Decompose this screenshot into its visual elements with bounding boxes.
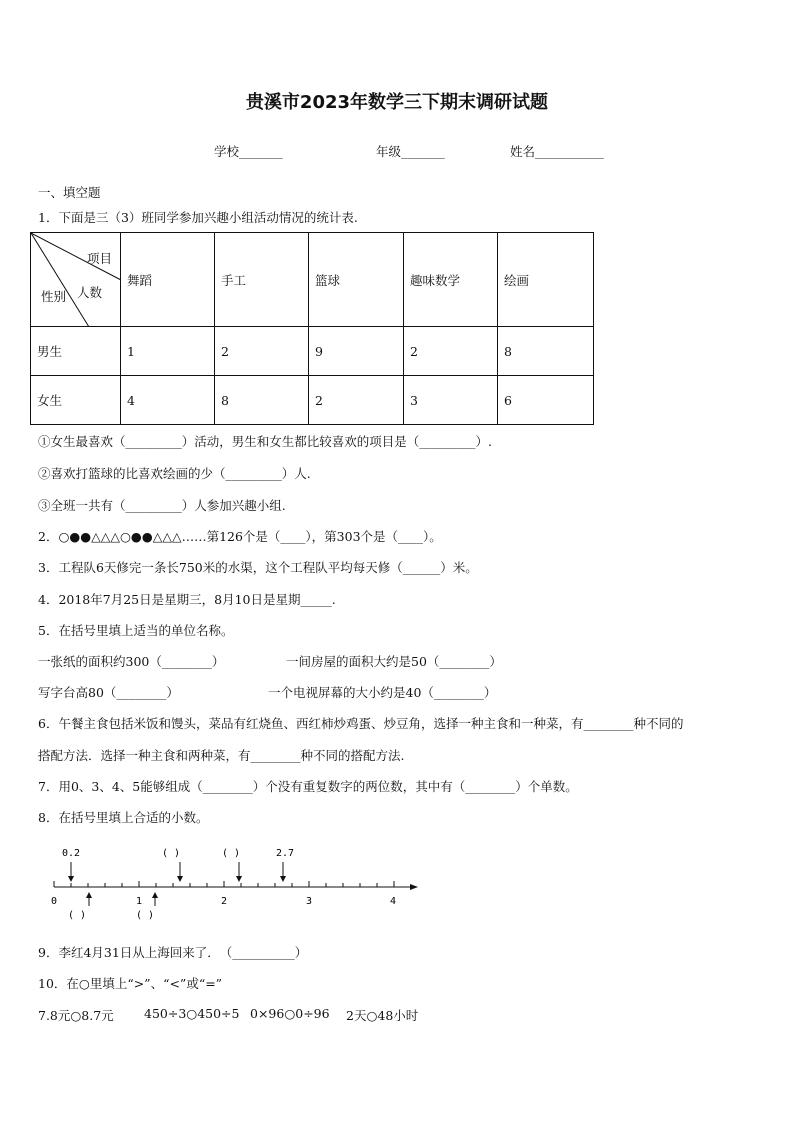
column-header: 篮球 <box>309 233 404 327</box>
table-cell: 1 <box>121 327 215 376</box>
arrow-up-icon <box>86 892 92 898</box>
question-5: 5．在括号里填上适当的单位名称。 <box>38 623 234 638</box>
name-label: 姓名 <box>510 144 536 159</box>
number-line-arrowhead <box>410 884 418 890</box>
column-header: 手工 <box>215 233 309 327</box>
top-label-blank-2: ( ) <box>222 848 241 859</box>
question-1-part-3: ③全班一共有（_________）人参加兴趣小组. <box>38 498 286 513</box>
corner-diagonal-lines <box>31 233 121 327</box>
top-label-blank-1: ( ) <box>162 848 181 859</box>
arrow-down-icon <box>236 876 242 882</box>
question-5-item-d: 一个电视屏幕的大小约是40（________） <box>268 685 497 700</box>
question-3: 3．工程队6天修完一条长750米的水渠，这个工程队平均每天修（______）米。 <box>38 560 478 575</box>
question-1-part-1: ①女生最喜欢（_________）活动，男生和女生都比较喜欢的项目是（_________）. <box>38 434 492 449</box>
row-label: 男生 <box>31 327 121 376</box>
tick-label-1: 1 <box>136 896 143 907</box>
question-10: 10．在○里填上“>”、“<”或“=” <box>38 976 223 991</box>
compare-item-3: 0×96○0÷96 <box>250 1006 330 1021</box>
table-cell: 2 <box>215 327 309 376</box>
question-9: 9．李红4月31日从上海回来了． （__________） <box>38 945 308 960</box>
tick-label-4: 4 <box>390 896 397 907</box>
bottom-label-blank-2: ( ) <box>136 910 155 921</box>
question-4: 4．2018年7月25日是星期三，8月10日是星期_____. <box>38 592 336 607</box>
arrow-down-icon <box>177 876 183 882</box>
top-label-0-2: 0.2 <box>62 848 81 859</box>
question-1: 1．下面是三（3）班同学参加兴趣小组活动情况的统计表. <box>38 210 358 225</box>
tick-label-0: 0 <box>51 896 58 907</box>
name-field <box>510 142 604 160</box>
stats-table <box>30 232 594 425</box>
table-cell: 2 <box>309 376 404 425</box>
school-field <box>214 142 283 160</box>
table-cell: 6 <box>498 376 594 425</box>
section-heading: 一、填空题 <box>38 185 101 200</box>
question-1-part-2: ②喜欢打篮球的比喜欢绘画的少（_________）人. <box>38 466 311 481</box>
corner-label-people: 人数 <box>77 285 103 300</box>
question-6-line-1: 6．午餐主食包括米饭和馒头，菜品有红烧鱼、西红柿炒鸡蛋、炒豆角，选择一种主食和一种菜，有________种不同的 <box>38 716 684 731</box>
corner-label-gender: 性别 <box>41 289 67 304</box>
question-5-item-c: 写字台高80（________） <box>38 685 179 700</box>
bottom-label-blank-1: ( ) <box>68 910 87 921</box>
table-row <box>31 376 594 425</box>
row-label: 女生 <box>31 376 121 425</box>
table-header-row <box>31 233 594 327</box>
question-7: 7．用0、3、4、5能够组成（________）个没有重复数字的两位数，其中有（________）个单数。 <box>38 779 578 794</box>
table-cell: 8 <box>215 376 309 425</box>
grade-blank: _______ <box>401 144 445 159</box>
compare-item-2: 450÷3○450÷5 <box>144 1006 240 1021</box>
school-blank: _______ <box>239 144 283 159</box>
column-header: 绘画 <box>498 233 594 327</box>
grade-label: 年级 <box>376 144 402 159</box>
arrow-up-icon <box>152 892 158 898</box>
compare-item-4: 2天○48小时 <box>346 1008 419 1023</box>
table-cell: 3 <box>404 376 498 425</box>
tick-label-3: 3 <box>306 896 313 907</box>
grade-field <box>376 142 445 160</box>
table-cell: 2 <box>404 327 498 376</box>
corner-label-item: 项目 <box>87 251 113 266</box>
question-6-line-2: 搭配方法．选择一种主食和两种菜，有________种不同的搭配方法. <box>38 748 405 763</box>
top-label-2-7: 2.7 <box>276 848 295 859</box>
tick-label-2: 2 <box>221 896 228 907</box>
page-title: 贵溪市2023年数学三下期末调研试题 <box>245 92 549 113</box>
table-cell: 4 <box>121 376 215 425</box>
arrow-down-icon <box>280 876 286 882</box>
question-5-item-a: 一张纸的面积约300（________） <box>38 654 225 669</box>
table-corner-cell <box>31 233 121 327</box>
number-line <box>40 840 430 930</box>
school-label: 学校 <box>214 144 240 159</box>
question-5-item-b: 一间房屋的面积大约是50（________） <box>286 654 502 669</box>
compare-item-1: 7.8元○8.7元 <box>38 1008 114 1023</box>
number-line-ticks <box>54 881 394 887</box>
question-8: 8．在括号里填上合适的小数。 <box>38 810 209 825</box>
table-cell: 9 <box>309 327 404 376</box>
question-2: 2．○●●△△△○●●△△△……第126个是（____），第303个是（____）。 <box>38 529 442 544</box>
arrow-down-icon <box>68 876 74 882</box>
table-row <box>31 327 594 376</box>
table-cell: 8 <box>498 327 594 376</box>
name-blank: ___________ <box>535 144 604 159</box>
column-header: 趣味数学 <box>404 233 498 327</box>
column-header: 舞蹈 <box>121 233 215 327</box>
